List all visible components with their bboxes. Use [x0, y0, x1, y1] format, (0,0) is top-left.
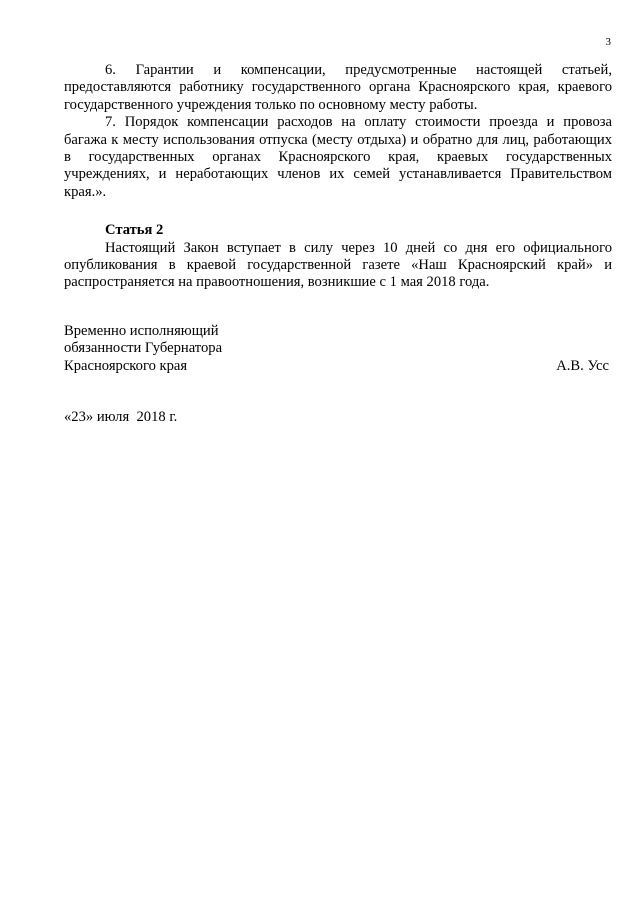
paragraph-6: 6. Гарантии и компенсации, предусмотренные настоящей статьей, предоставляются работнику государственного органа Красноярского края, краевого государственного учреждения только по основному месту работы.: [64, 62, 612, 113]
page-number: 3: [605, 36, 611, 48]
signature-title-line-1: Временно исполняющий: [64, 323, 219, 339]
paragraph-7: 7. Порядок компенсации расходов на оплату стоимости проезда и провоза багажа к месту использования отпуска (месту отдыха) и обратно для лиц, работающих в государственных органах Красноярского края, краевых государственных учреждениях, и неработающих членов их семей устанавливается Правительством края.».: [64, 114, 612, 200]
signature-block: [64, 323, 612, 375]
signature-title-line-2: обязанности Губернатора: [64, 340, 223, 357]
article-2-title: Статья 2: [105, 222, 164, 239]
article-2-text: Настоящий Закон вступает в силу через 10 дней со дня его официального опубликования в краевой государственной газете «Наш Красноярский край» и распространяется на правоотношения, возникшие с 1 мая 2018 года.: [64, 239, 612, 291]
document-date: «23» июля 2018 г.: [64, 409, 178, 425]
signatory-name: А.В. Усс: [556, 357, 609, 374]
document-body: [64, 62, 612, 292]
signature-title-line-3: Красноярского края: [64, 357, 188, 374]
